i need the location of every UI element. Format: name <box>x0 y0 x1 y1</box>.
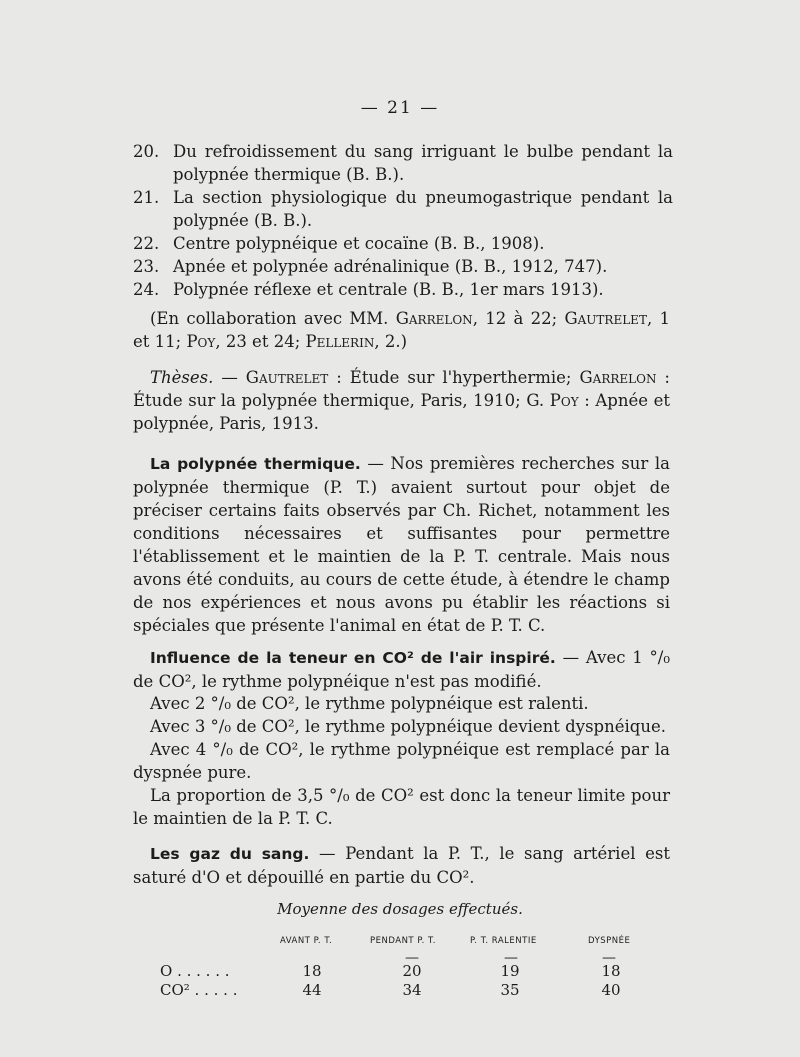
column-header: AVANT P. T. <box>280 936 333 946</box>
section-text: — Pendant la P. T., le sang artériel est saturé d'O et dépouillé en partie du CO². <box>133 844 670 887</box>
co2-line: Avec 4 °/₀ de CO², le rythme polypnéique est remplacé par la dyspnée pure. <box>133 740 670 782</box>
reference-text: Polypnée réflexe et centrale (B. B., 1er mars 1913). <box>173 280 604 299</box>
author-name: Poy <box>186 332 216 351</box>
author-name: Gautrelet <box>245 368 329 387</box>
reference-text: Centre polypnéique et cocaïne (B. B., 1908). <box>173 234 545 253</box>
row-label: CO² . . . . . <box>160 981 238 999</box>
table-cell: 34 <box>402 981 422 999</box>
table-cell: 35 <box>500 981 520 999</box>
co2-line: Avec 2 °/₀ de CO², le rythme polypnéique est ralenti. <box>150 694 589 713</box>
reference-text: Du refroidissement du sang irriguant le bulbe pendant la polypnée thermique (B. B.). <box>173 142 673 184</box>
section-influence-co2 <box>133 646 670 693</box>
theses-label: Thèses. <box>150 368 214 387</box>
theses-note <box>133 366 670 435</box>
section-text: — Avec 1 °/₀ de CO², le rythme polypnéique n'est pas modifié. <box>133 648 670 691</box>
page-number: — 21 — <box>360 98 440 118</box>
author-name: Gautrelet <box>564 309 647 328</box>
table-caption: Moyenne des dosages effectués. <box>277 900 523 918</box>
text-run: , 23 et 24; <box>215 332 306 351</box>
reference-item <box>133 186 673 232</box>
co2-line: La proportion de 3,5 °/₀ de CO² est donc la teneur limite pour le maintien de la P. T. C. <box>133 786 670 828</box>
reference-number: 21. <box>133 188 160 207</box>
author-name: Pellerin <box>305 332 375 351</box>
co2-line: Avec 3 °/₀ de CO², le rythme polypnéique devient dyspnéique. <box>150 717 666 736</box>
section-text: — Nos premières recherches sur la polypnée thermique (P. T.) avaient surtout pour objet de préciser certains faits observés par Ch. Richet, notamment les conditions nécessaires et suffisantes pour permettre l'établissement et le maintien de la P. T. centrale. Mais nous avons été conduits, au cours de cette étude, à étendre le champ de nos expériences et nous avons pu établir les réactions si spéciales que présente l'animal en état de P. T. C. <box>133 454 670 635</box>
text-run: , 2.) <box>374 332 408 351</box>
table-cell: 18 <box>601 962 621 980</box>
text-run: , 1 et 11; <box>133 309 670 351</box>
text-run: : Étude sur la polypnée thermique, Paris, 1910; G. <box>133 368 670 410</box>
text-run: — <box>213 368 246 387</box>
author-name: Garrelon <box>395 309 473 328</box>
author-name: Garrelon <box>579 368 657 387</box>
text-run: : Étude sur l'hyperthermie; <box>328 368 580 387</box>
table-cell: 19 <box>500 962 520 980</box>
text-run: : Apnée et polypnée, Paris, 1913. <box>133 391 670 433</box>
column-header: P. T. RALENTIE <box>470 936 537 946</box>
section-heading: Influence de la teneur en CO² de l'air inspiré. <box>150 649 556 667</box>
column-header: DYSPNÉE <box>588 936 631 946</box>
column-dash: — <box>504 950 518 966</box>
reference-item <box>133 255 673 278</box>
section-polypnee-thermique <box>133 452 670 637</box>
reference-item <box>133 232 673 255</box>
section-gaz-du-sang <box>133 842 670 889</box>
reference-list <box>133 140 673 301</box>
reference-item <box>133 140 673 186</box>
reference-text: La section physiologique du pneumogastrique pendant la polypnée (B. B.). <box>173 188 673 230</box>
table-cell: 40 <box>601 981 621 999</box>
text-run: (En collaboration avec MM. <box>150 309 396 328</box>
reference-number: 22. <box>133 234 160 253</box>
table-cell: 44 <box>302 981 322 999</box>
column-dash: — <box>602 950 616 966</box>
reference-item <box>133 278 673 301</box>
section-heading: La polypnée thermique. <box>150 455 361 473</box>
column-header: PENDANT P. T. <box>370 936 436 946</box>
row-label: O . . . . . . <box>160 962 230 980</box>
reference-number: 24. <box>133 280 160 299</box>
table-cell: 18 <box>302 962 322 980</box>
text-run: , 12 à 22; <box>472 309 565 328</box>
reference-number: 20. <box>133 142 160 161</box>
reference-text: Apnée et polypnée adrénalinique (B. B., 1912, 747). <box>173 257 608 276</box>
author-name: Poy <box>549 391 579 410</box>
collaboration-note <box>133 307 670 353</box>
reference-number: 23. <box>133 257 160 276</box>
column-dash: — <box>405 950 419 966</box>
section-heading: Les gaz du sang. <box>150 845 310 863</box>
table-cell: 20 <box>402 962 422 980</box>
